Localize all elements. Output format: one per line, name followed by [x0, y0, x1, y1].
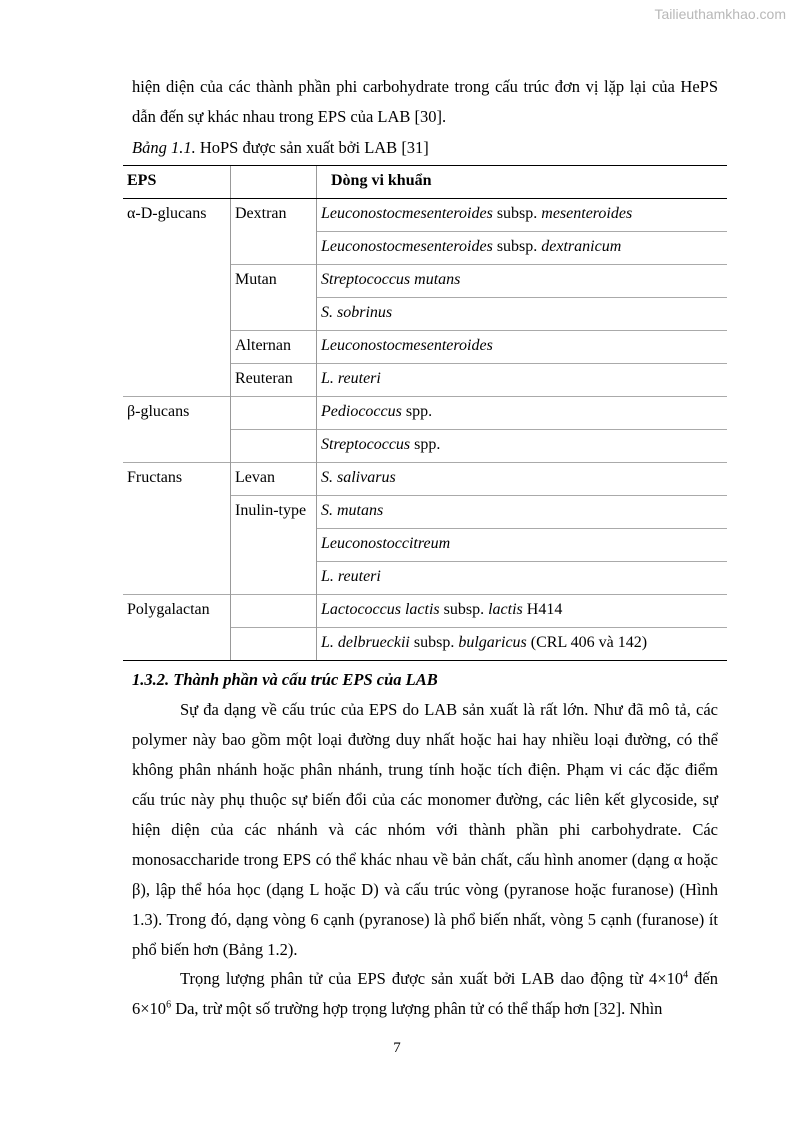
section-title: 1.3.2. Thành phần và cấu trúc EPS của LAB	[132, 670, 438, 689]
body-paragraph-2: Trọng lượng phân tử của EPS được sản xuất bởi LAB dao động từ $4\times 10^4$ đến $6\times 10^6$ Da, trừ một số trường hợp trọng lượng phân tử có thể thấp hơn [32]. Nhìn	[132, 969, 718, 1018]
cell-eps: α-D-glucans	[127, 205, 207, 222]
body-paragraph: Sự đa dạng về cấu trúc của EPS do LAB sản xuất là rất lớn. Như đã mô tả, các polymer này bao gồm một loại đường duy nhất hoặc hai hay nhiều loại đường, có thể không phân nhánh hoặc phân nhánh, trung tính hoặc tích điện. Phạm vi các đặc điểm cấu trúc này phụ thuộc sự biến đổi của các monomer đường, các liên kết glycoside, sự hiện diện của các nhánh và các nhóm với thành phần phi carbohydrate. Các monosaccharide trong EPS có thể khác nhau về bản chất, cấu hình anomer (dạng α hoặc β), lập thể hóa học (dạng L hoặc D) và cấu trúc vòng (pyranose hoặc furanose) (Hình 1.3). Trong đó, dạng vòng 6 cạnh (pyranose) là phổ biến nhất, vòng 5 cạnh (furanose) ít phổ biến hơn (Bảng 1.2).	[132, 700, 718, 959]
hops-table	[123, 165, 727, 661]
table-row	[123, 562, 727, 595]
cell-strain: S. mutans	[317, 496, 728, 529]
table-row	[123, 397, 727, 430]
cell-type	[231, 562, 317, 595]
cell-type: Levan	[231, 463, 317, 496]
header-blank	[231, 166, 317, 199]
cell-eps	[123, 562, 231, 595]
cell-type: Dextran	[231, 199, 317, 232]
cell-type	[231, 397, 317, 430]
table-row	[123, 298, 727, 331]
cell-type	[231, 529, 317, 562]
table-row	[123, 232, 727, 265]
table-row	[123, 364, 727, 397]
header-eps: EPS	[123, 166, 231, 199]
cell-type	[231, 595, 317, 628]
table-row	[123, 331, 727, 364]
cell-type: Mutan	[231, 265, 317, 298]
cell-eps: β-glucans	[123, 397, 231, 430]
cell-strain: Streptococcus mutans	[317, 265, 728, 298]
caption-label: Bảng 1.1.	[132, 138, 196, 157]
cell-eps	[123, 331, 231, 364]
cell-type: Inulin-type	[231, 496, 317, 529]
cell-strain: L. reuteri	[317, 364, 728, 397]
cell-strain: Pediococcus spp.	[317, 397, 728, 430]
cell-eps	[123, 232, 231, 265]
cell-strain: Leuconostocmesenteroides subsp. mesenteroides	[317, 199, 728, 232]
cell-type	[231, 232, 317, 265]
cell-type: Alternan	[231, 331, 317, 364]
cell-type	[231, 628, 317, 661]
cell-eps	[123, 628, 231, 661]
cell-eps: Fructans	[123, 463, 231, 496]
header-strain: Dòng vi khuẩn	[317, 166, 728, 199]
cell-type	[231, 430, 317, 463]
cell-strain: L. reuteri	[317, 562, 728, 595]
cell-eps	[123, 496, 231, 529]
cell-eps	[123, 430, 231, 463]
table-row	[123, 595, 727, 628]
table-row	[123, 463, 727, 496]
cell-strain: S. sobrinus	[317, 298, 728, 331]
cell-strain: L. delbrueckii subsp. bulgaricus (CRL 406 và 142)	[317, 628, 728, 661]
cell-strain: Lactococcus lactis subsp. lactis H414	[317, 595, 728, 628]
cell-type	[231, 298, 317, 331]
cell-strain: Leuconostocmesenteroides	[317, 331, 728, 364]
cell-strain: Streptococcus spp.	[317, 430, 728, 463]
cell-eps	[123, 364, 231, 397]
cell-strain: Leuconostoccitreum	[317, 529, 728, 562]
table-row	[123, 529, 727, 562]
intro-paragraph: hiện diện của các thành phần phi carbohydrate trong cấu trúc đơn vị lặp lại của HePS dẫn đến sự khác nhau trong EPS của LAB [30].	[132, 77, 718, 126]
table-row	[123, 496, 727, 529]
cell-eps: Polygalactan	[123, 595, 231, 628]
table-row	[123, 628, 727, 661]
table-caption	[132, 133, 429, 163]
cell-strain: S. salivarus	[317, 463, 728, 496]
table-header-row	[123, 166, 727, 199]
table-row	[123, 430, 727, 463]
page-number: 7	[393, 1040, 401, 1056]
cell-eps	[123, 529, 231, 562]
cell-type: Reuteran	[231, 364, 317, 397]
cell-eps	[123, 265, 231, 298]
cell-strain: Leuconostocmesenteroides subsp. dextranicum	[317, 232, 728, 265]
caption-text: HoPS được sản xuất bởi LAB [31]	[199, 138, 429, 157]
watermark: Tailieuthamkhao.com	[654, 6, 786, 22]
table-row	[123, 199, 727, 232]
cell-eps	[123, 298, 231, 331]
table-row	[123, 265, 727, 298]
